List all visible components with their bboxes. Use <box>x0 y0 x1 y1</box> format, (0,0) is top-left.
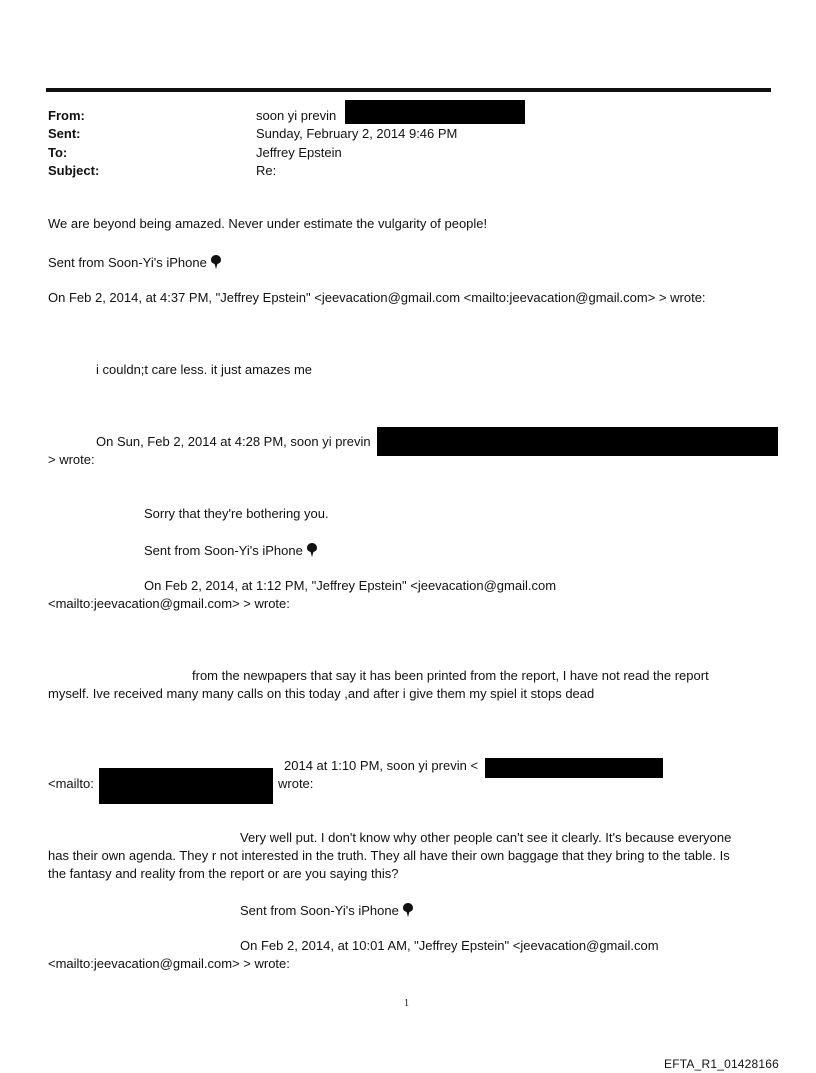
header-rule <box>46 88 771 92</box>
signature-text: Sent from Soon-Yi's iPhone <box>144 543 303 558</box>
message-line: Very well put. I don't know why other people can't see it clearly. It's because everyone <box>240 830 732 845</box>
location-pin-icon <box>403 903 413 917</box>
signature-line <box>48 255 221 271</box>
quote-header: On Feb 2, 2014, at 10:01 AM, "Jeffrey Epstein" <jeevacation@gmail.com <box>240 938 659 953</box>
message-line: from the newpapers that say it has been printed from the report, I have not read the report <box>192 668 709 683</box>
subject-label: Subject: <box>48 163 100 178</box>
signature-line <box>240 903 413 919</box>
to-value: Jeffrey Epstein <box>256 145 342 160</box>
page-number: 1 <box>404 998 409 1009</box>
from-value: soon yi previn <box>256 108 337 123</box>
subject-value: Re: <box>256 163 277 178</box>
quote-header-cont: wrote: <box>278 776 314 791</box>
quote-header-cont: <mailto:jeevacation@gmail.com> > wrote: <box>48 956 290 971</box>
redaction-box <box>485 758 663 778</box>
signature-text: Sent from Soon-Yi's iPhone <box>48 255 207 270</box>
quote-header: On Feb 2, 2014, at 1:12 PM, "Jeffrey Epstein" <jeevacation@gmail.com <box>144 578 557 593</box>
signature-line <box>144 543 317 559</box>
message-line: myself. Ive received many many calls on this today ,and after i give them my spiel it stops dead <box>48 686 595 701</box>
sent-value: Sunday, February 2, 2014 9:46 PM <box>256 126 458 141</box>
redaction-box <box>345 100 525 124</box>
message-line: the fantasy and reality from the report or are you saying this? <box>48 866 399 881</box>
sent-label: Sent: <box>48 126 81 141</box>
quote-header-cont: <mailto: <box>48 776 94 791</box>
bates-number: EFTA_R1_01428166 <box>664 1057 780 1071</box>
quote-header: On Feb 2, 2014, at 4:37 PM, "Jeffrey Epstein" <jeevacation@gmail.com <mailto:jeevacation@gmail.com> > wrote: <box>48 290 706 305</box>
message-line: has their own agenda. They r not interested in the truth. They all have their own baggage that they bring to the table. Is <box>48 848 730 863</box>
quote-header: 2014 at 1:10 PM, soon yi previn < <box>284 758 479 773</box>
redaction-box <box>99 768 273 804</box>
message-line: Sorry that they're bothering you. <box>144 506 329 521</box>
quote-header-cont: <mailto:jeevacation@gmail.com> > wrote: <box>48 596 290 611</box>
signature-text: Sent from Soon-Yi's iPhone <box>240 903 399 918</box>
quote-header-cont: > wrote: <box>48 452 95 467</box>
message-line: i couldn;t care less. it just amazes me <box>96 362 313 377</box>
quote-header: On Sun, Feb 2, 2014 at 4:28 PM, soon yi previn <box>96 434 371 449</box>
message-line: We are beyond being amazed. Never under estimate the vulgarity of people! <box>48 216 488 231</box>
location-pin-icon <box>307 543 317 557</box>
redaction-box <box>377 427 778 456</box>
to-label: To: <box>48 145 68 160</box>
from-label: From: <box>48 108 85 123</box>
location-pin-icon <box>211 255 221 269</box>
